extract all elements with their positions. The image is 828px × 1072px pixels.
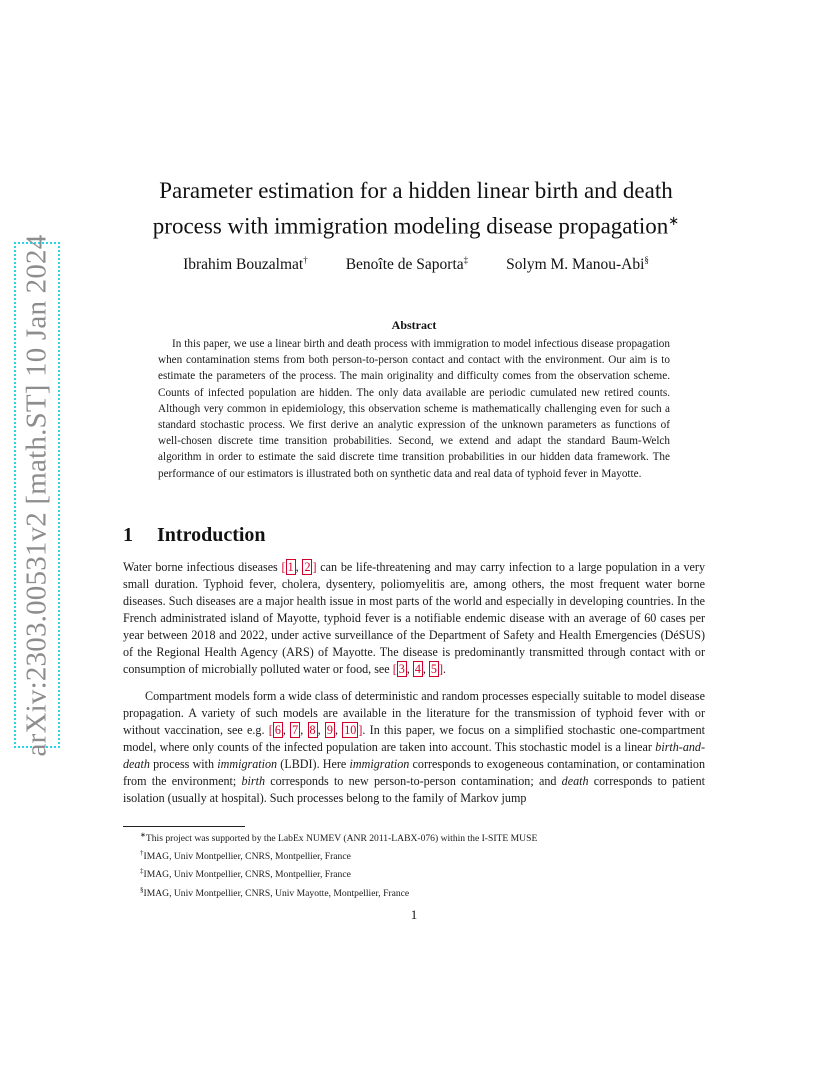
- section-title: Introduction: [157, 524, 266, 546]
- footnotes: [140, 828, 700, 901]
- author-list: [120, 255, 712, 274]
- paper-title: [116, 176, 716, 242]
- author-footnote-mark[interactable]: §: [644, 255, 649, 265]
- citation-link[interactable]: 8: [309, 723, 316, 737]
- title-line-1: Parameter estimation for a hidden linear birth and death: [159, 178, 673, 203]
- citation-link[interactable]: 7: [292, 723, 299, 737]
- citation-bracket: ]: [312, 560, 317, 574]
- intro-paragraph-1: Water borne infectious diseases [ 1 , 2 ] can be life-threatening and may carry infection to a large population in a very small duration. Typhoid fever, cholera, dysentery, poliomyelitis are, among others, the most frequent water borne diseases. Such diseases are a major health issue in most parts of the world and especially in developing countries. In the French administrated island of Mayotte, typhoid fever is a notifiable endemic disease with an average of 60 cases per year between 2018 and 2022, under active surveillance of the Department of Safety and Health Emergencies (DéSUS) of the Regional Health Agency (ARS) of Mayotte. The disease is predominantly transmitted through contact with or consumption of microbially polluted water or food, see [ 3 , 4 , 5 ].: [123, 560, 705, 676]
- citation-bracket: [: [268, 723, 273, 737]
- author-footnote-mark[interactable]: ‡: [463, 255, 469, 265]
- citation-bracket: ]: [438, 662, 443, 676]
- citation-bracket: [: [392, 662, 397, 676]
- citation-link[interactable]: 4: [414, 662, 421, 676]
- citation-bracket: ]: [358, 723, 363, 737]
- arxiv-identifier-text: arXiv:2303.00531v2 [math.ST] 10 Jan 2024: [20, 234, 53, 756]
- citation-link[interactable]: 10: [344, 723, 357, 737]
- citation-link[interactable]: 2: [304, 560, 311, 574]
- author: Ibrahim Bouzalmat†: [183, 255, 308, 274]
- title-footnote-mark[interactable]: ∗: [668, 213, 680, 228]
- section-heading: [123, 524, 266, 547]
- section-number: 1: [123, 524, 133, 546]
- footnote: †IMAG, Univ Montpellier, CNRS, Montpellier, France: [140, 849, 351, 863]
- intro-paragraph-2: Compartment models form a wide class of deterministic and random processes especially suitable to model disease propagation. A variety of such models are available in the literature for the transmission of typhoid fever with or without vaccination, see e.g. [ 6 , 7 , 8 , 9 , 10 ]. In this paper, we focus on a simplified stochastic one-compartment model, where only counts of the infected population are taken into account. This stochastic model is a linear birth-and-death process with immigration (LBDI). Here immigration corresponds to exogeneous contamination, or contamination from the environment; birth corresponds to new person-to-person contamination; and death corresponds to patient isolation (usually at hospital). Such processes belong to the family of Markov jump: [123, 689, 706, 805]
- author: Solym M. Manou-Abi§: [506, 255, 649, 274]
- page-number: 1: [410, 907, 418, 922]
- abstract-text: In this paper, we use a linear birth and death process with immigration to model infectious disease propagation when contamination stems from both person-to-person contact and contact with the environment. Our aim is to estimate the parameters of the process. The main originality and difficulty comes from the observation scheme. Counts of infected population are hidden. The only data available are periodic cumulated new retired counts. Although very common in epidemiology, this observation scheme is mathematically challenging even for such a standard stochastic process. We first derive an analytic expression of the unknown parameters as functions of well-chosen discrete time transition probabilities. Second, we extend and adapt the standard Baum-Welch algorithm in order to estimate the said discrete time transition probabilities in our hidden data framework. The performance of our estimators is illustrated both on synthetic data and real data of typhoid fever in Mayotte.: [158, 338, 670, 480]
- footnote: §IMAG, Univ Montpellier, CNRS, Univ Mayotte, Montpellier, France: [140, 885, 410, 899]
- author: Benoîte de Saporta‡: [345, 255, 469, 274]
- citation-link[interactable]: 5: [430, 662, 437, 676]
- citation-link[interactable]: 1: [287, 560, 294, 574]
- footnote: ‡IMAG, Univ Montpellier, CNRS, Montpellier, France: [140, 867, 351, 881]
- citation-link[interactable]: 3: [398, 662, 405, 676]
- citation-link[interactable]: 6: [274, 723, 281, 737]
- abstract-heading: Abstract: [391, 318, 437, 332]
- citation-link[interactable]: 9: [326, 723, 333, 737]
- citation-bracket: [: [281, 560, 286, 574]
- footnote-divider: [123, 826, 245, 827]
- title-line-2: process with immigration modeling disease propagation: [152, 213, 669, 239]
- author-footnote-mark[interactable]: †: [303, 255, 308, 265]
- footnote: ∗This project was supported by the LabEx NUMEV (ANR 2011-LABX-076) within the I-SITE MUSE: [140, 831, 538, 845]
